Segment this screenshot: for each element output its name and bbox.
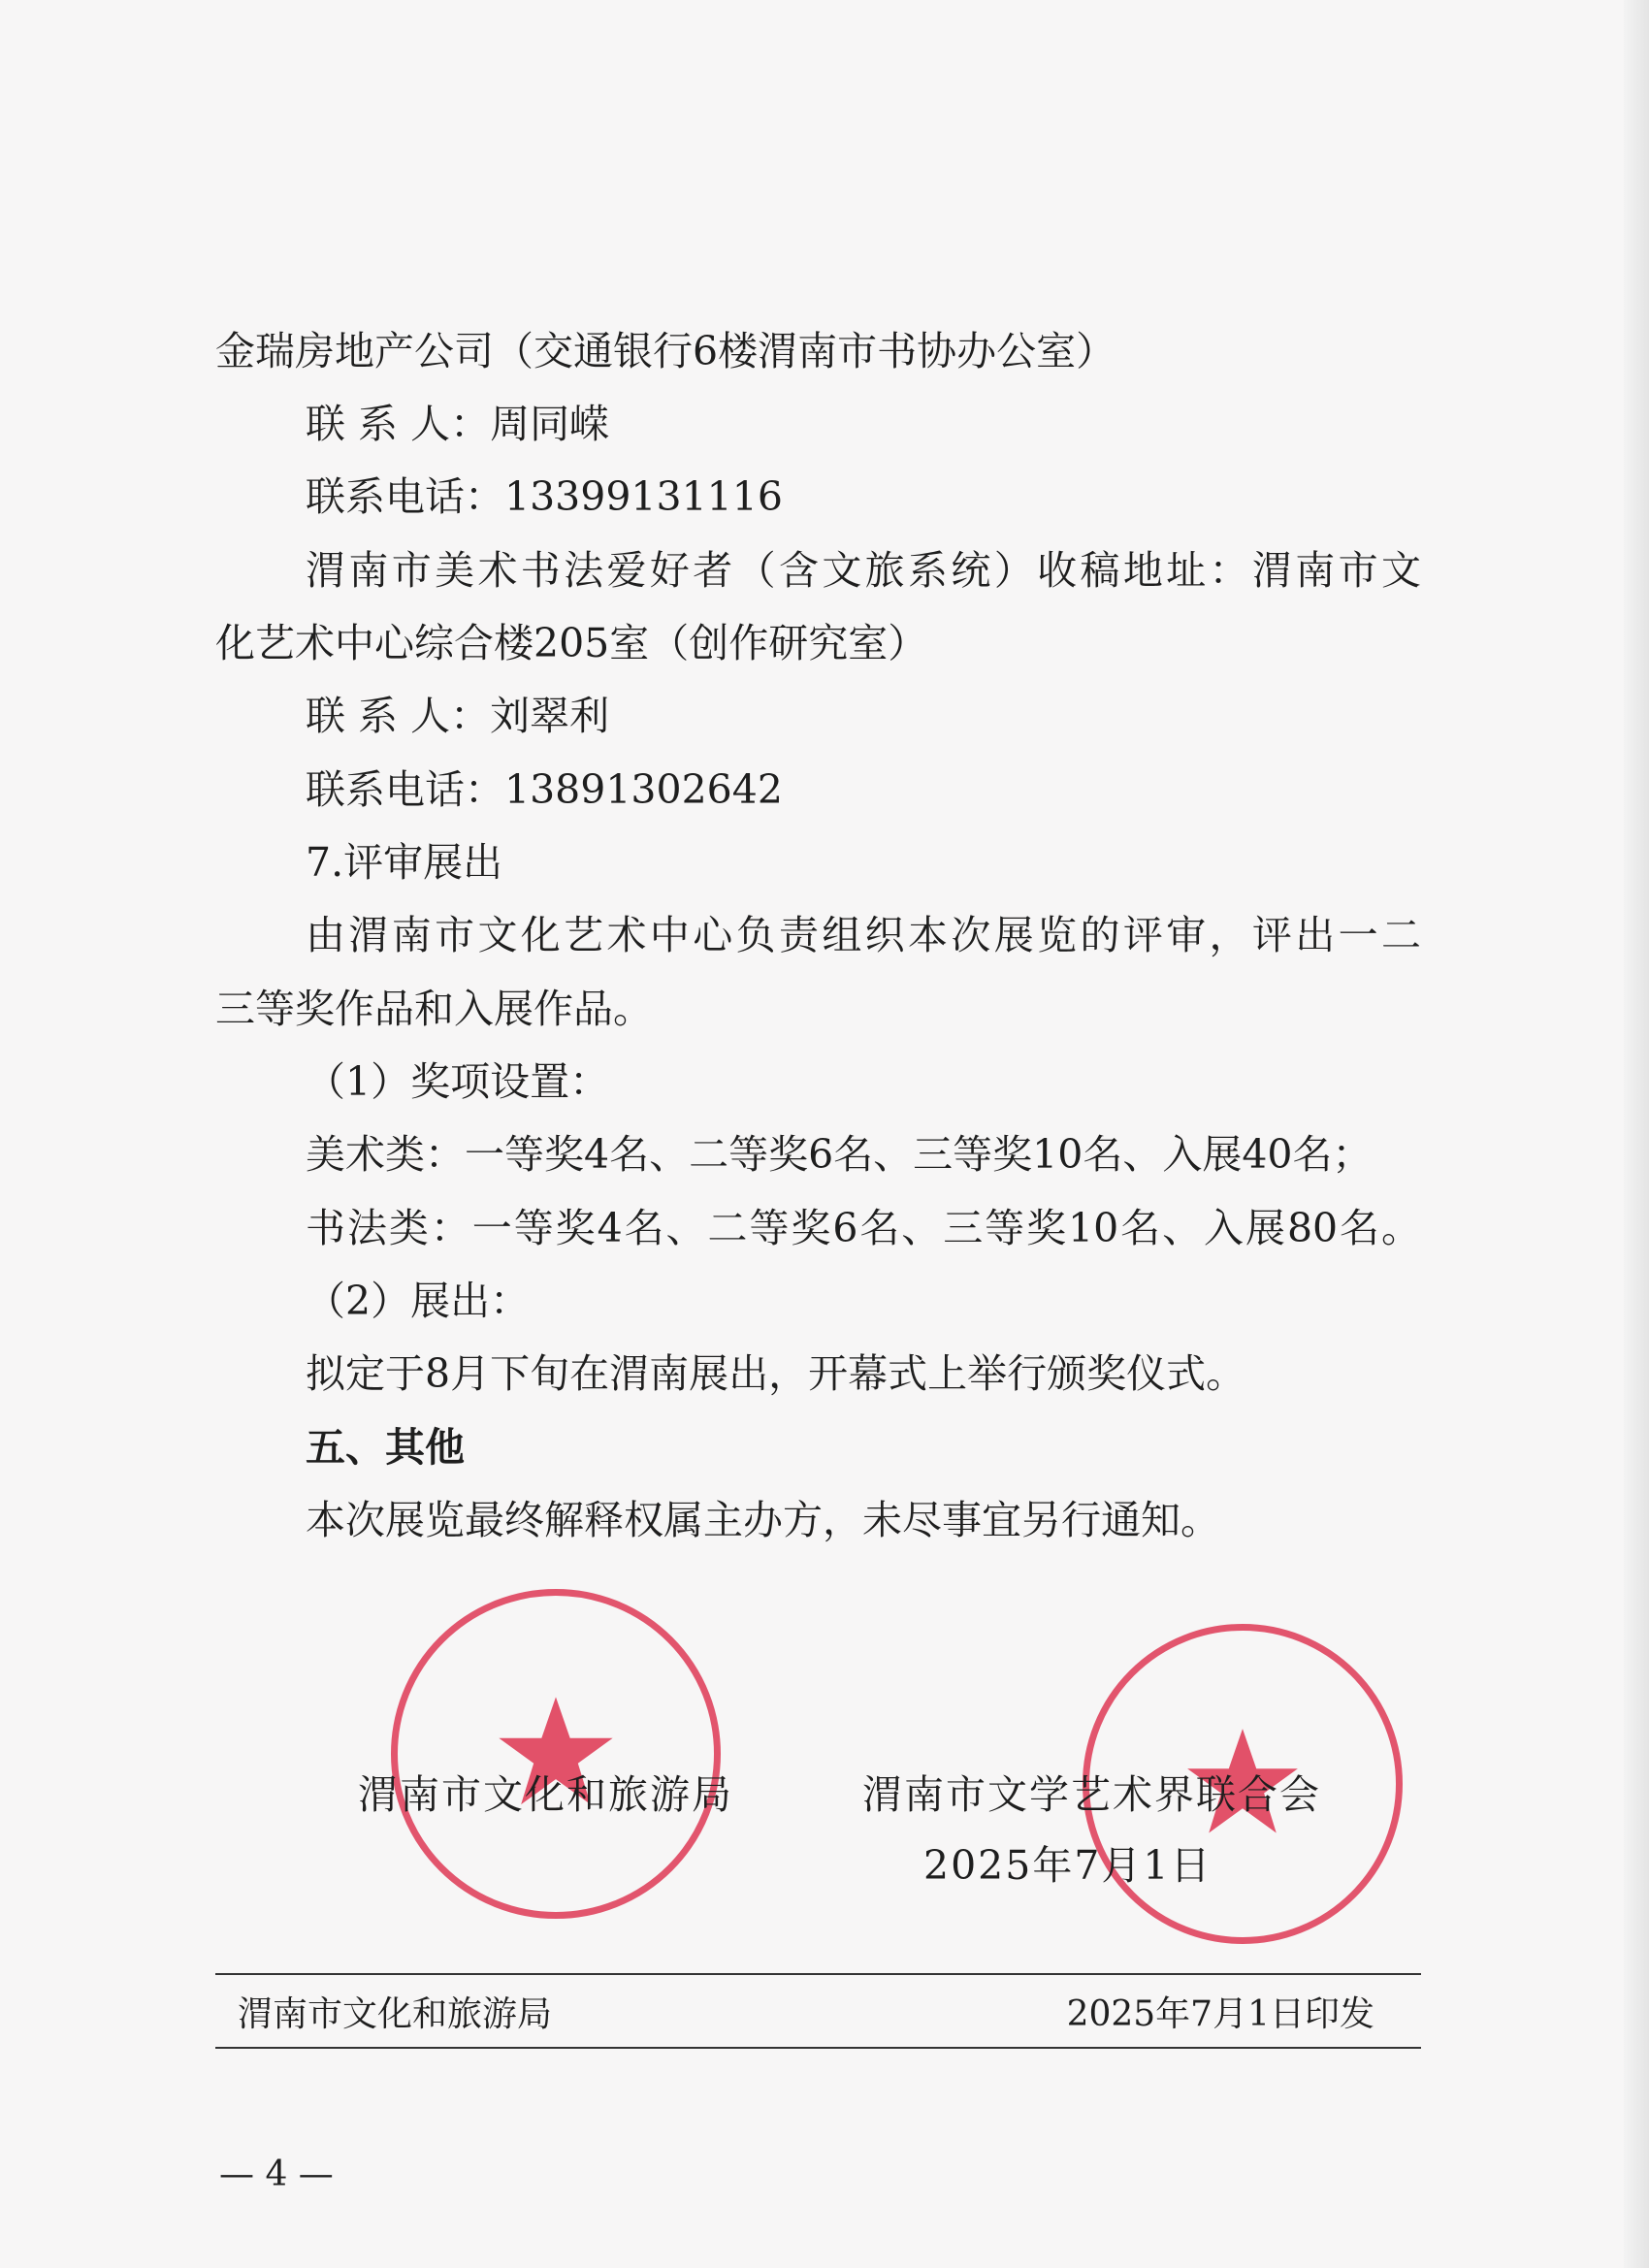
contact-phone: 联系电话：13399131116 [306, 473, 783, 520]
star-icon [398, 1596, 714, 1912]
text-line: 渭南市美术书法爱好者（含文旅系统）收稿地址：渭南市文 [306, 547, 1421, 594]
contact-person: 联 系 人：刘翠利 [306, 693, 610, 739]
divider [215, 1973, 1421, 1975]
footer-issue-date: 2025年7月1日印发 [1066, 1994, 1374, 2034]
text-line: 由渭南市文化艺术中心负责组织本次展览的评审，评出一二 [306, 912, 1421, 958]
subheading: （2）展出： [306, 1278, 531, 1324]
section-heading: 五、其他 [306, 1424, 465, 1471]
divider [215, 2047, 1421, 2049]
subheading: （1）奖项设置： [306, 1058, 610, 1105]
section-heading: 7.评审展出 [306, 839, 503, 886]
text-line: 拟定于8月下旬在渭南展出，开幕式上举行颁奖仪式。 [306, 1350, 1246, 1397]
footer-issuer: 渭南市文化和旅游局 [238, 1994, 553, 2034]
official-seal-left [391, 1589, 721, 1919]
signature-date: 2025年7月1日 [923, 1842, 1212, 1889]
text-line: 金瑞房地产公司（交通银行6楼渭南市书协办公室） [215, 328, 1116, 374]
contact-person: 联 系 人：周同嵘 [306, 401, 610, 447]
text-line: 本次展览最终解释权属主办方，未尽事宜另行通知。 [306, 1497, 1220, 1543]
signature-right: 渭南市文学艺术界联合会 [862, 1771, 1321, 1818]
text-line: 书法类：一等奖4名、二等奖6名、三等奖10名、入展80名。 [306, 1205, 1421, 1251]
text-line: 三等奖作品和入展作品。 [215, 986, 653, 1032]
scan-edge [1624, 0, 1649, 2268]
signature-left: 渭南市文化和旅游局 [358, 1771, 733, 1818]
text-line: 美术类：一等奖4名、二等奖6名、三等奖10名、入展40名； [306, 1131, 1373, 1178]
contact-phone: 联系电话：13891302642 [306, 766, 783, 813]
text-line: 化艺术中心综合楼205室（创作研究室） [215, 620, 928, 666]
page-number: — 4 — [219, 2155, 334, 2194]
